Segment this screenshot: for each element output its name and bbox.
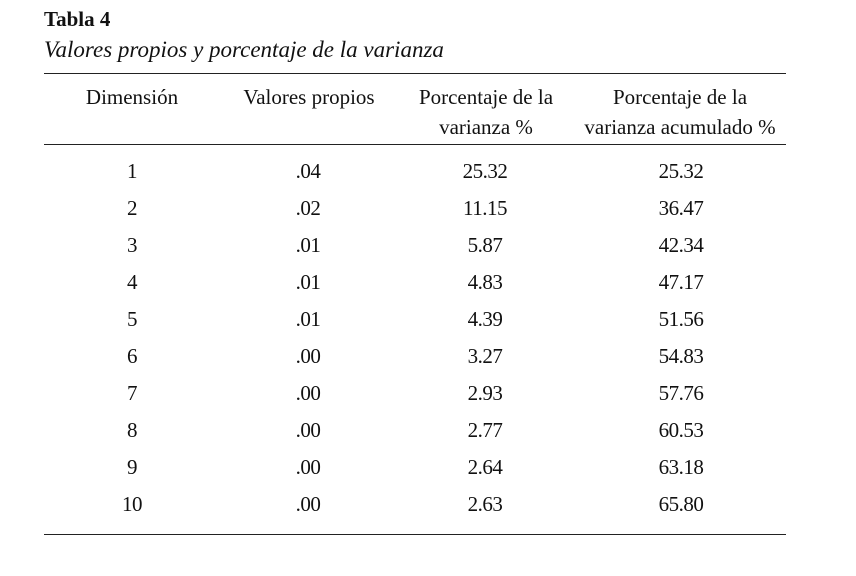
table-title: Valores propios y porcentaje de la varianza xyxy=(44,37,444,62)
cell-dimension: 7 xyxy=(127,381,137,405)
header-cumulative-variance-line-1: Porcentaje de la xyxy=(612,85,748,109)
cell-dimension: 9 xyxy=(127,455,137,479)
header-variance-percent-line-1: Porcentaje de la xyxy=(418,85,554,109)
cell-cumulative-percent: 57.76 xyxy=(658,381,704,405)
cell-variance-percent: 2.64 xyxy=(467,455,503,479)
header-eigenvalues xyxy=(228,82,390,112)
cell-dimension: 10 xyxy=(122,492,142,516)
header-dimension xyxy=(62,82,202,112)
table-top-rule xyxy=(44,73,786,74)
cell-cumulative-percent: 65.80 xyxy=(658,492,704,516)
cell-dimension: 5 xyxy=(127,307,137,331)
header-variance-percent-line-2: varianza % xyxy=(439,115,533,139)
cell-cumulative-percent: 54.83 xyxy=(658,344,704,368)
cell-eigenvalue: .00 xyxy=(295,492,321,516)
table-row xyxy=(0,412,856,449)
table-header-rule xyxy=(44,144,786,145)
cell-eigenvalue: .01 xyxy=(295,270,321,294)
cell-cumulative-percent: 47.17 xyxy=(658,270,704,294)
cell-cumulative-percent: 63.18 xyxy=(658,455,704,479)
header-cumulative-variance-line-2: varianza acumulado % xyxy=(584,115,776,139)
cell-cumulative-percent: 60.53 xyxy=(658,418,704,442)
cell-variance-percent: 2.77 xyxy=(467,418,503,442)
cell-eigenvalue: .04 xyxy=(295,159,321,183)
table-row xyxy=(0,375,856,412)
cell-variance-percent: 3.27 xyxy=(467,344,503,368)
table-row xyxy=(0,190,856,227)
cell-eigenvalue: .00 xyxy=(295,418,321,442)
header-variance-percent xyxy=(398,82,574,142)
cell-dimension: 4 xyxy=(127,270,137,294)
cell-variance-percent: 25.32 xyxy=(462,159,508,183)
cell-variance-percent: 2.63 xyxy=(467,492,503,516)
cell-cumulative-percent: 25.32 xyxy=(658,159,704,183)
cell-dimension: 8 xyxy=(127,418,137,442)
cell-variance-percent: 4.83 xyxy=(467,270,503,294)
table-label: Tabla 4 xyxy=(44,7,111,31)
cell-eigenvalue: .02 xyxy=(295,196,321,220)
cell-dimension: 3 xyxy=(127,233,137,257)
table-row xyxy=(0,486,856,523)
table-row xyxy=(0,264,856,301)
table-row xyxy=(0,301,856,338)
cell-eigenvalue: .01 xyxy=(295,307,321,331)
cell-dimension: 6 xyxy=(127,344,137,368)
cell-cumulative-percent: 42.34 xyxy=(658,233,704,257)
table-row xyxy=(0,153,856,190)
cell-eigenvalue: .00 xyxy=(295,381,321,405)
cell-eigenvalue: .00 xyxy=(295,344,321,368)
cell-dimension: 2 xyxy=(127,196,137,220)
cell-variance-percent: 5.87 xyxy=(467,233,503,257)
cell-eigenvalue: .01 xyxy=(295,233,321,257)
cell-eigenvalue: .00 xyxy=(295,455,321,479)
table-bottom-rule xyxy=(44,534,786,535)
cell-variance-percent: 2.93 xyxy=(467,381,503,405)
cell-dimension: 1 xyxy=(127,159,137,183)
header-cumulative-variance xyxy=(570,82,790,142)
table-row xyxy=(0,227,856,264)
table-body xyxy=(0,153,856,523)
header-dimension-line-1: Dimensión xyxy=(85,85,179,109)
table-row xyxy=(0,449,856,486)
table-row xyxy=(0,338,856,375)
cell-variance-percent: 4.39 xyxy=(467,307,503,331)
cell-cumulative-percent: 36.47 xyxy=(658,196,704,220)
cell-cumulative-percent: 51.56 xyxy=(658,307,704,331)
cell-variance-percent: 11.15 xyxy=(463,196,507,220)
header-eigenvalues-line-1: Valores propios xyxy=(243,85,375,109)
